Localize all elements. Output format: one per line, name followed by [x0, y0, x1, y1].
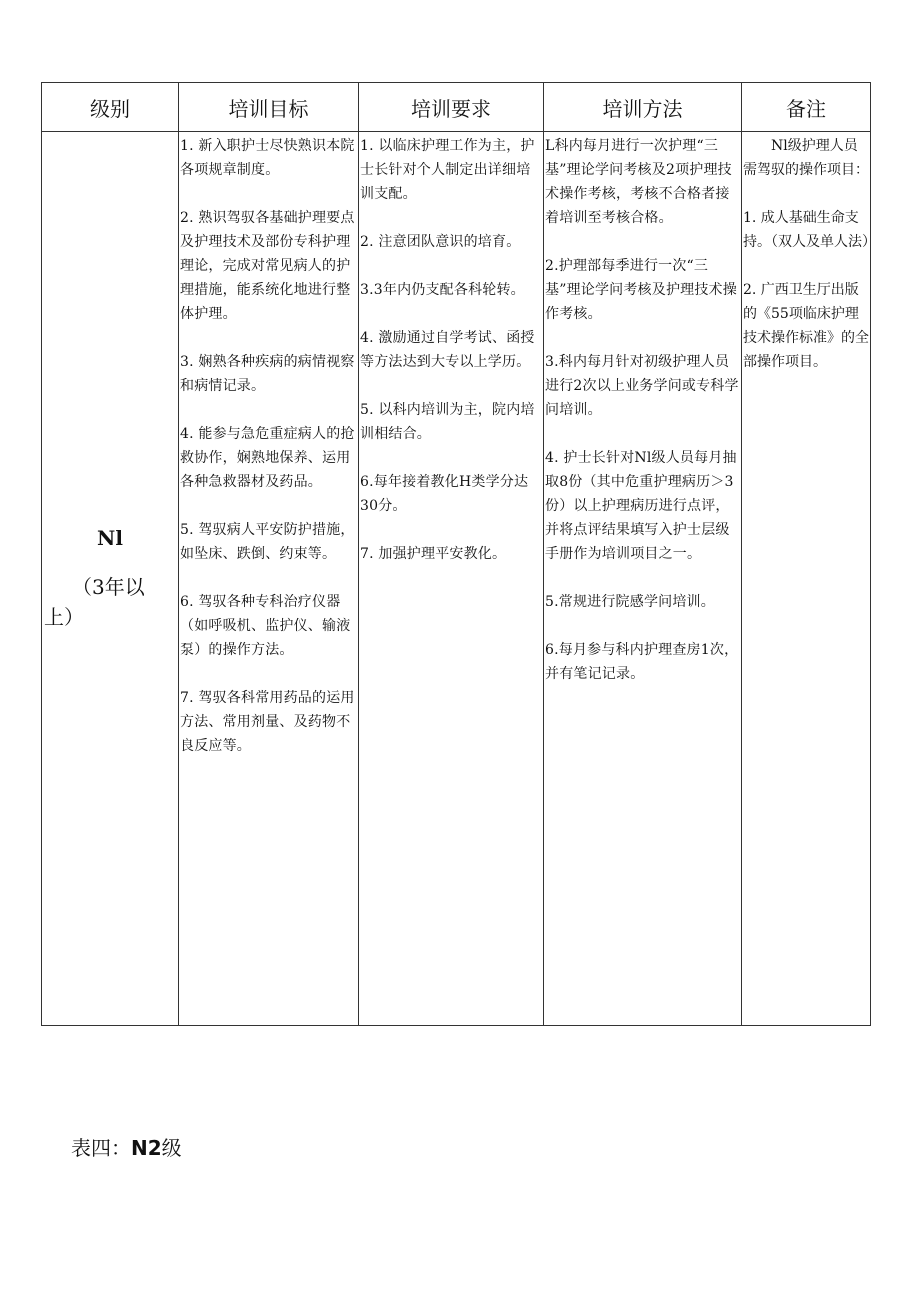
requirement-item: 6.每年接着教化H类学分达30分。	[360, 474, 529, 514]
level-years-line1: （3年以	[72, 574, 145, 599]
goals-cell	[179, 132, 359, 1026]
methods-cell	[544, 132, 742, 1026]
header-methods: 培训方法	[544, 83, 742, 132]
requirements-cell	[359, 132, 544, 1026]
goal-item: 4. 能参与急危重症病人的抢救协作，娴熟地保养、运用各种急救器材及药品。	[180, 426, 355, 490]
method-item: 3.科内每月针对初级护理人员进行2次以上业务学问或专科学问培训。	[545, 354, 739, 418]
requirement-item: 4. 激励通过自学考试、函授等方法达到大专以上学历。	[360, 330, 535, 370]
method-item: L科内每月进行一次护理“三基”理论学问考核及2项护理技术操作考核，考核不合格者接着培训至考核合格。	[545, 138, 732, 226]
header-goals: 培训目标	[179, 83, 359, 132]
goal-item: 2. 熟识驾驭各基础护理要点及护理技术及部份专科护理理论，完成对常见病人的护理措施，能系统化地进行整体护理。	[180, 210, 355, 322]
method-item: 6.每月参与科内护理查房1次，并有笔记记录。	[545, 642, 739, 682]
requirement-item: 5. 以科内培训为主，院内培训相结合。	[360, 402, 535, 442]
remarks-cell	[742, 132, 876, 1026]
level-years	[42, 572, 178, 632]
level-cell	[42, 132, 179, 1026]
level-code: Nl	[97, 525, 123, 550]
method-item: 4. 护士长针对Nl级人员每月抽取8份（其中危重护理病历＞3份）以上护理病历进行点评，并将点评结果填写入护士层级手册作为培训项目之一。	[545, 450, 737, 562]
level-years-line2: 上）	[44, 604, 84, 629]
goal-item: 6. 驾驭各种专科治疗仪器（如呼吸机、监护仪、输液泵）的操作方法。	[180, 594, 351, 658]
caption-suffix: 级	[161, 1136, 182, 1160]
goal-item: 1. 新入职护士尽快熟识本院各项规章制度。	[180, 138, 355, 178]
header-row	[42, 83, 871, 132]
goal-item: 7. 驾驭各科常用药品的运用方法、常用剂量、及药物不良反应等。	[180, 690, 355, 754]
header-level: 级别	[42, 83, 179, 132]
goal-item: 5. 驾驭病人平安防护措施，如坠床、跌倒、约束等。	[180, 522, 355, 562]
method-item: 2.护理部每季进行一次“三基”理论学问考核及护理技术操作考核。	[545, 258, 737, 322]
caption-level: N2	[131, 1136, 162, 1160]
remark-item: 2. 广西卫生厅出版的《55项临床护理技术操作标准》的全部操作项目。	[743, 282, 869, 370]
remark-item: Nl级护理人员需驾驭的操作项目：	[743, 138, 869, 178]
method-item: 5.常规进行院感学问培训。	[545, 594, 715, 610]
requirement-item: 1. 以临床护理工作为主，护士长针对个人制定出详细培训支配。	[360, 138, 535, 202]
goal-item: 3. 娴熟各种疾病的病情视察和病情记录。	[180, 354, 355, 394]
table-caption	[71, 1132, 182, 1161]
training-table	[41, 82, 876, 1026]
requirement-item: 3.3年内仍支配各科轮转。	[360, 282, 525, 298]
requirement-item: 7. 加强护理平安教化。	[360, 546, 507, 562]
header-remarks: 备注	[742, 83, 871, 132]
header-requirements: 培训要求	[359, 83, 544, 132]
remark-item: 1. 成人基础生命支持。（双人及单人法）	[743, 210, 876, 250]
table-row	[42, 132, 871, 1026]
caption-prefix: 表四：	[71, 1136, 131, 1160]
requirement-item: 2. 注意团队意识的培育。	[360, 234, 521, 250]
